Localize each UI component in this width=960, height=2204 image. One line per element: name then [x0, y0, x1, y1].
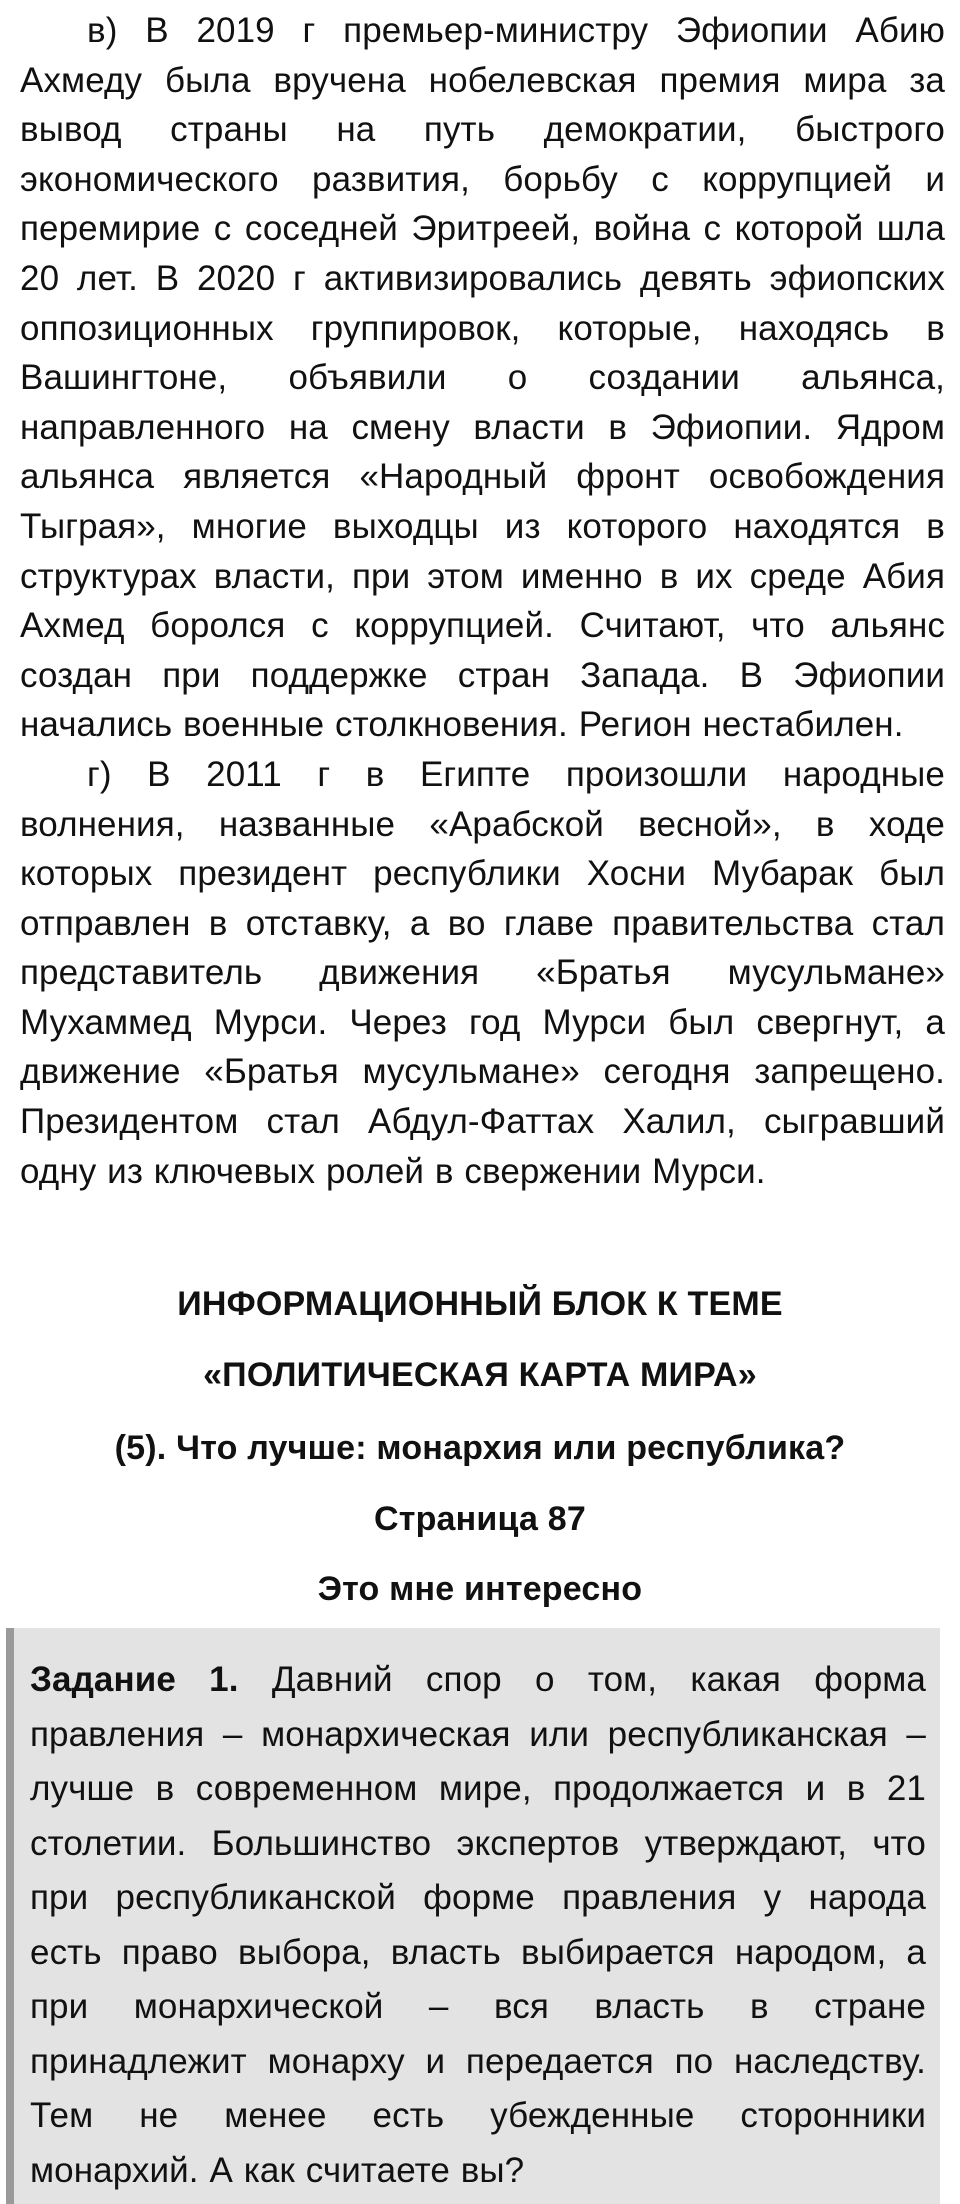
document-page	[20, 0, 945, 1608]
task-text: Давний спор о том, какая форма правления – монархическая или республиканская – лучше в современном мире, продолжается и в 21 столетии. Большинство экспертов утверждают, что при республиканской форме правления у народа есть право выбора, власть выбирается народом, а при монархической – вся власть в стране принадлежит монарху и передается по наследству. Тем не менее есть убежденные сторонники монархий. А как считаете вы?	[30, 1660, 927, 2190]
page-label: Страница 87	[373, 1500, 586, 1538]
info-block-title: ИНФОРМАЦИОННЫЙ БЛОК К ТЕМЕ	[177, 1285, 783, 1323]
paragraph-ethiopia: в) В 2019 г премьер-министру Эфиопии Абию Ахмеду была вручена нобелевская премия мира за вывод страны на путь демократии, быстрого экономического развития, борьбу с коррупцией и перемирие с соседней Эритреей, война с которой шла 20 лет. В 2020 г активизировались девять эфиопских оппозиционных группировок, которые, находясь в Вашингтоне, объявили о создании альянса, направленного на смену власти в Эфиопии. Ядром альянса является «Народный фронт освобождения Тыграя», многие выходцы из которого находятся в структурах власти, при этом именно в их среде Абия Ахмед боролся с коррупцией. Считают, что альянс создан при поддержке стран Запада. В Эфиопии начались военные столкновения. Регион нестабилен.	[20, 11, 945, 745]
lesson-title: (5). Что лучше: монархия или республика?	[114, 1429, 846, 1467]
task-box	[6, 1628, 940, 2204]
paragraph-egypt: г) В 2011 г в Египте произошли народные волнения, названные «Арабской весной», в ходе которых президент республики Хосни Мубарак был отправлен в отставку, а во главе правительства стал представитель движения «Братья мусульмане» Мухаммед Мурси. Через год Мурси был свергнут, а движение «Братья мусульмане» сегодня запрещено. Президентом стал Абдул-Фаттах Халил, сыгравший одну из ключевых ролей в свержении Мурси.	[20, 754, 945, 1191]
task-paragraph	[30, 1653, 926, 2198]
section-label: Это мне интересно	[317, 1570, 643, 1608]
info-block-topic: «ПОЛИТИЧЕСКАЯ КАРТА МИРА»	[203, 1356, 757, 1394]
task-label: Задание 1.	[30, 1660, 239, 1699]
